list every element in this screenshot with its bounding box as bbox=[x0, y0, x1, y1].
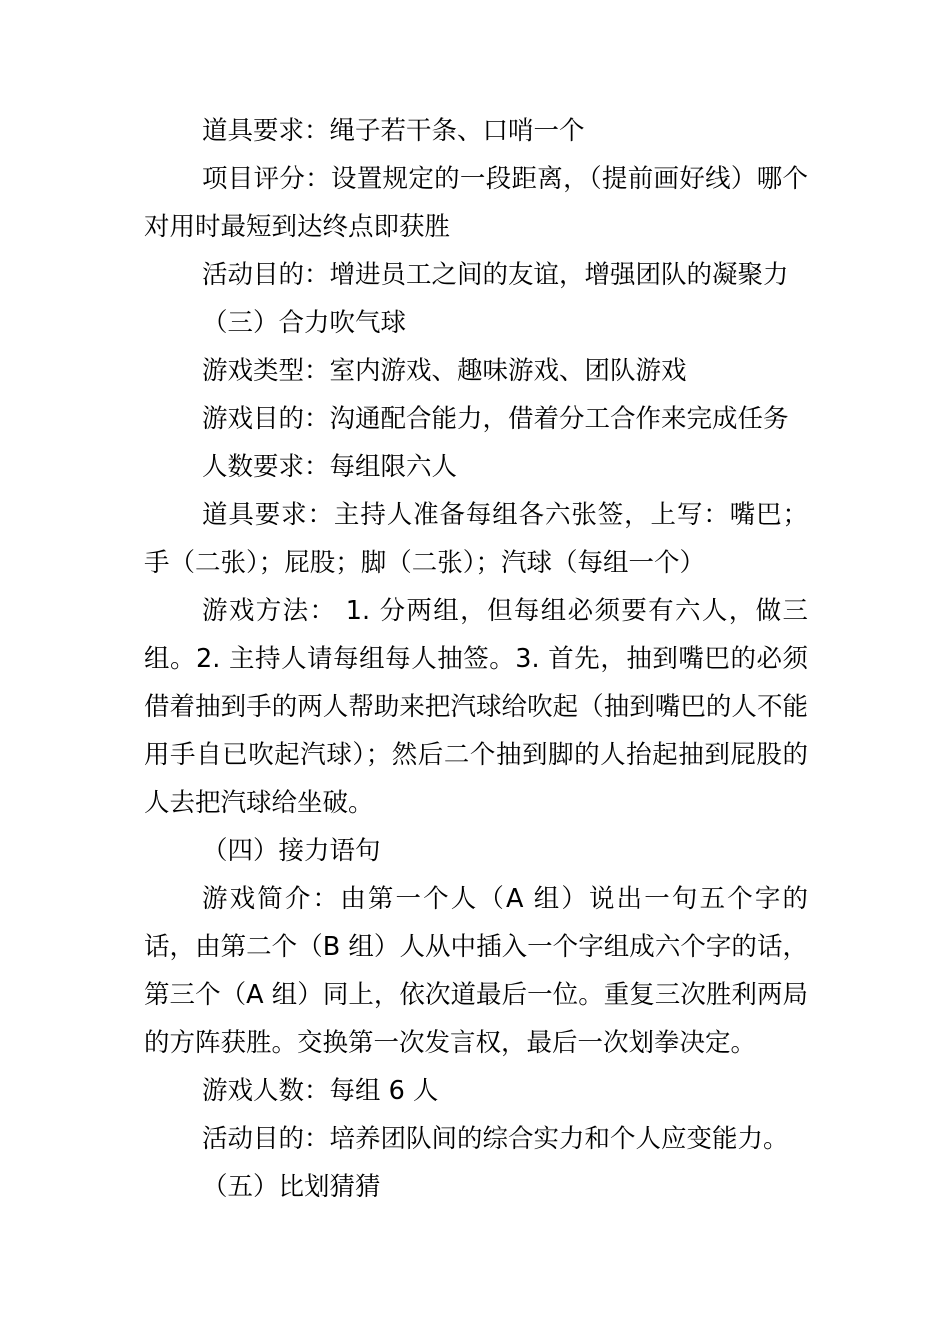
paragraph-player-count: 游戏人数：每组 6 人 bbox=[202, 1076, 439, 1106]
paragraph-activity-goal-2: 活动目的：培养团队间的综合实力和个人应变能力。 bbox=[202, 1124, 789, 1154]
paragraph-scoring: 项目评分：设置规定的一段距离，（提前画好线）哪个对用时最短到达终点即获胜 bbox=[144, 164, 808, 242]
section-heading-relay: （四）接力语句 bbox=[202, 836, 381, 866]
document-body bbox=[144, 107, 808, 1211]
paragraph-equipment-rope: 道具要求：绳子若干条、口哨一个 bbox=[202, 116, 585, 146]
paragraph-headcount: 人数要求：每组限六人 bbox=[202, 452, 458, 482]
section-heading-charades: （五）比划猜猜 bbox=[202, 1172, 381, 1202]
paragraph-game-intro: 游戏简介：由第一个人（A 组）说出一句五个字的话，由第二个（B 组）人从中插入一个字组成六个字的话，第三个（A 组）同上，依次道最后一位。重复三次胜利两局的方阵获胜。交换第一次发言权，最后一次划拳决定。 bbox=[144, 884, 808, 1058]
paragraph-game-method: 游戏方法： 1. 分两组，但每组必须要有六人，做三组。2. 主持人请每组每人抽签。3. 首先，抽到嘴巴的必须借着抽到手的两人帮助来把汽球给吹起（抽到嘴巴的人不能用手自已吹起汽球）；然后二个抽到脚的人抬起抽到屁股的人去把汽球给坐破。 bbox=[144, 596, 808, 818]
section-heading-balloon: （三）合力吹气球 bbox=[202, 308, 407, 338]
paragraph-equipment-lots: 道具要求：主持人准备每组各六张签，上写：嘴巴；手（二张）；屁股；脚（二张）；汽球（每组一个） bbox=[144, 500, 808, 578]
paragraph-game-goal: 游戏目的：沟通配合能力，借着分工合作来完成任务 bbox=[202, 404, 789, 434]
paragraph-game-type: 游戏类型：室内游戏、趣味游戏、团队游戏 bbox=[202, 356, 687, 386]
paragraph-activity-goal-1: 活动目的：增进员工之间的友谊，增强团队的凝聚力 bbox=[202, 260, 789, 290]
